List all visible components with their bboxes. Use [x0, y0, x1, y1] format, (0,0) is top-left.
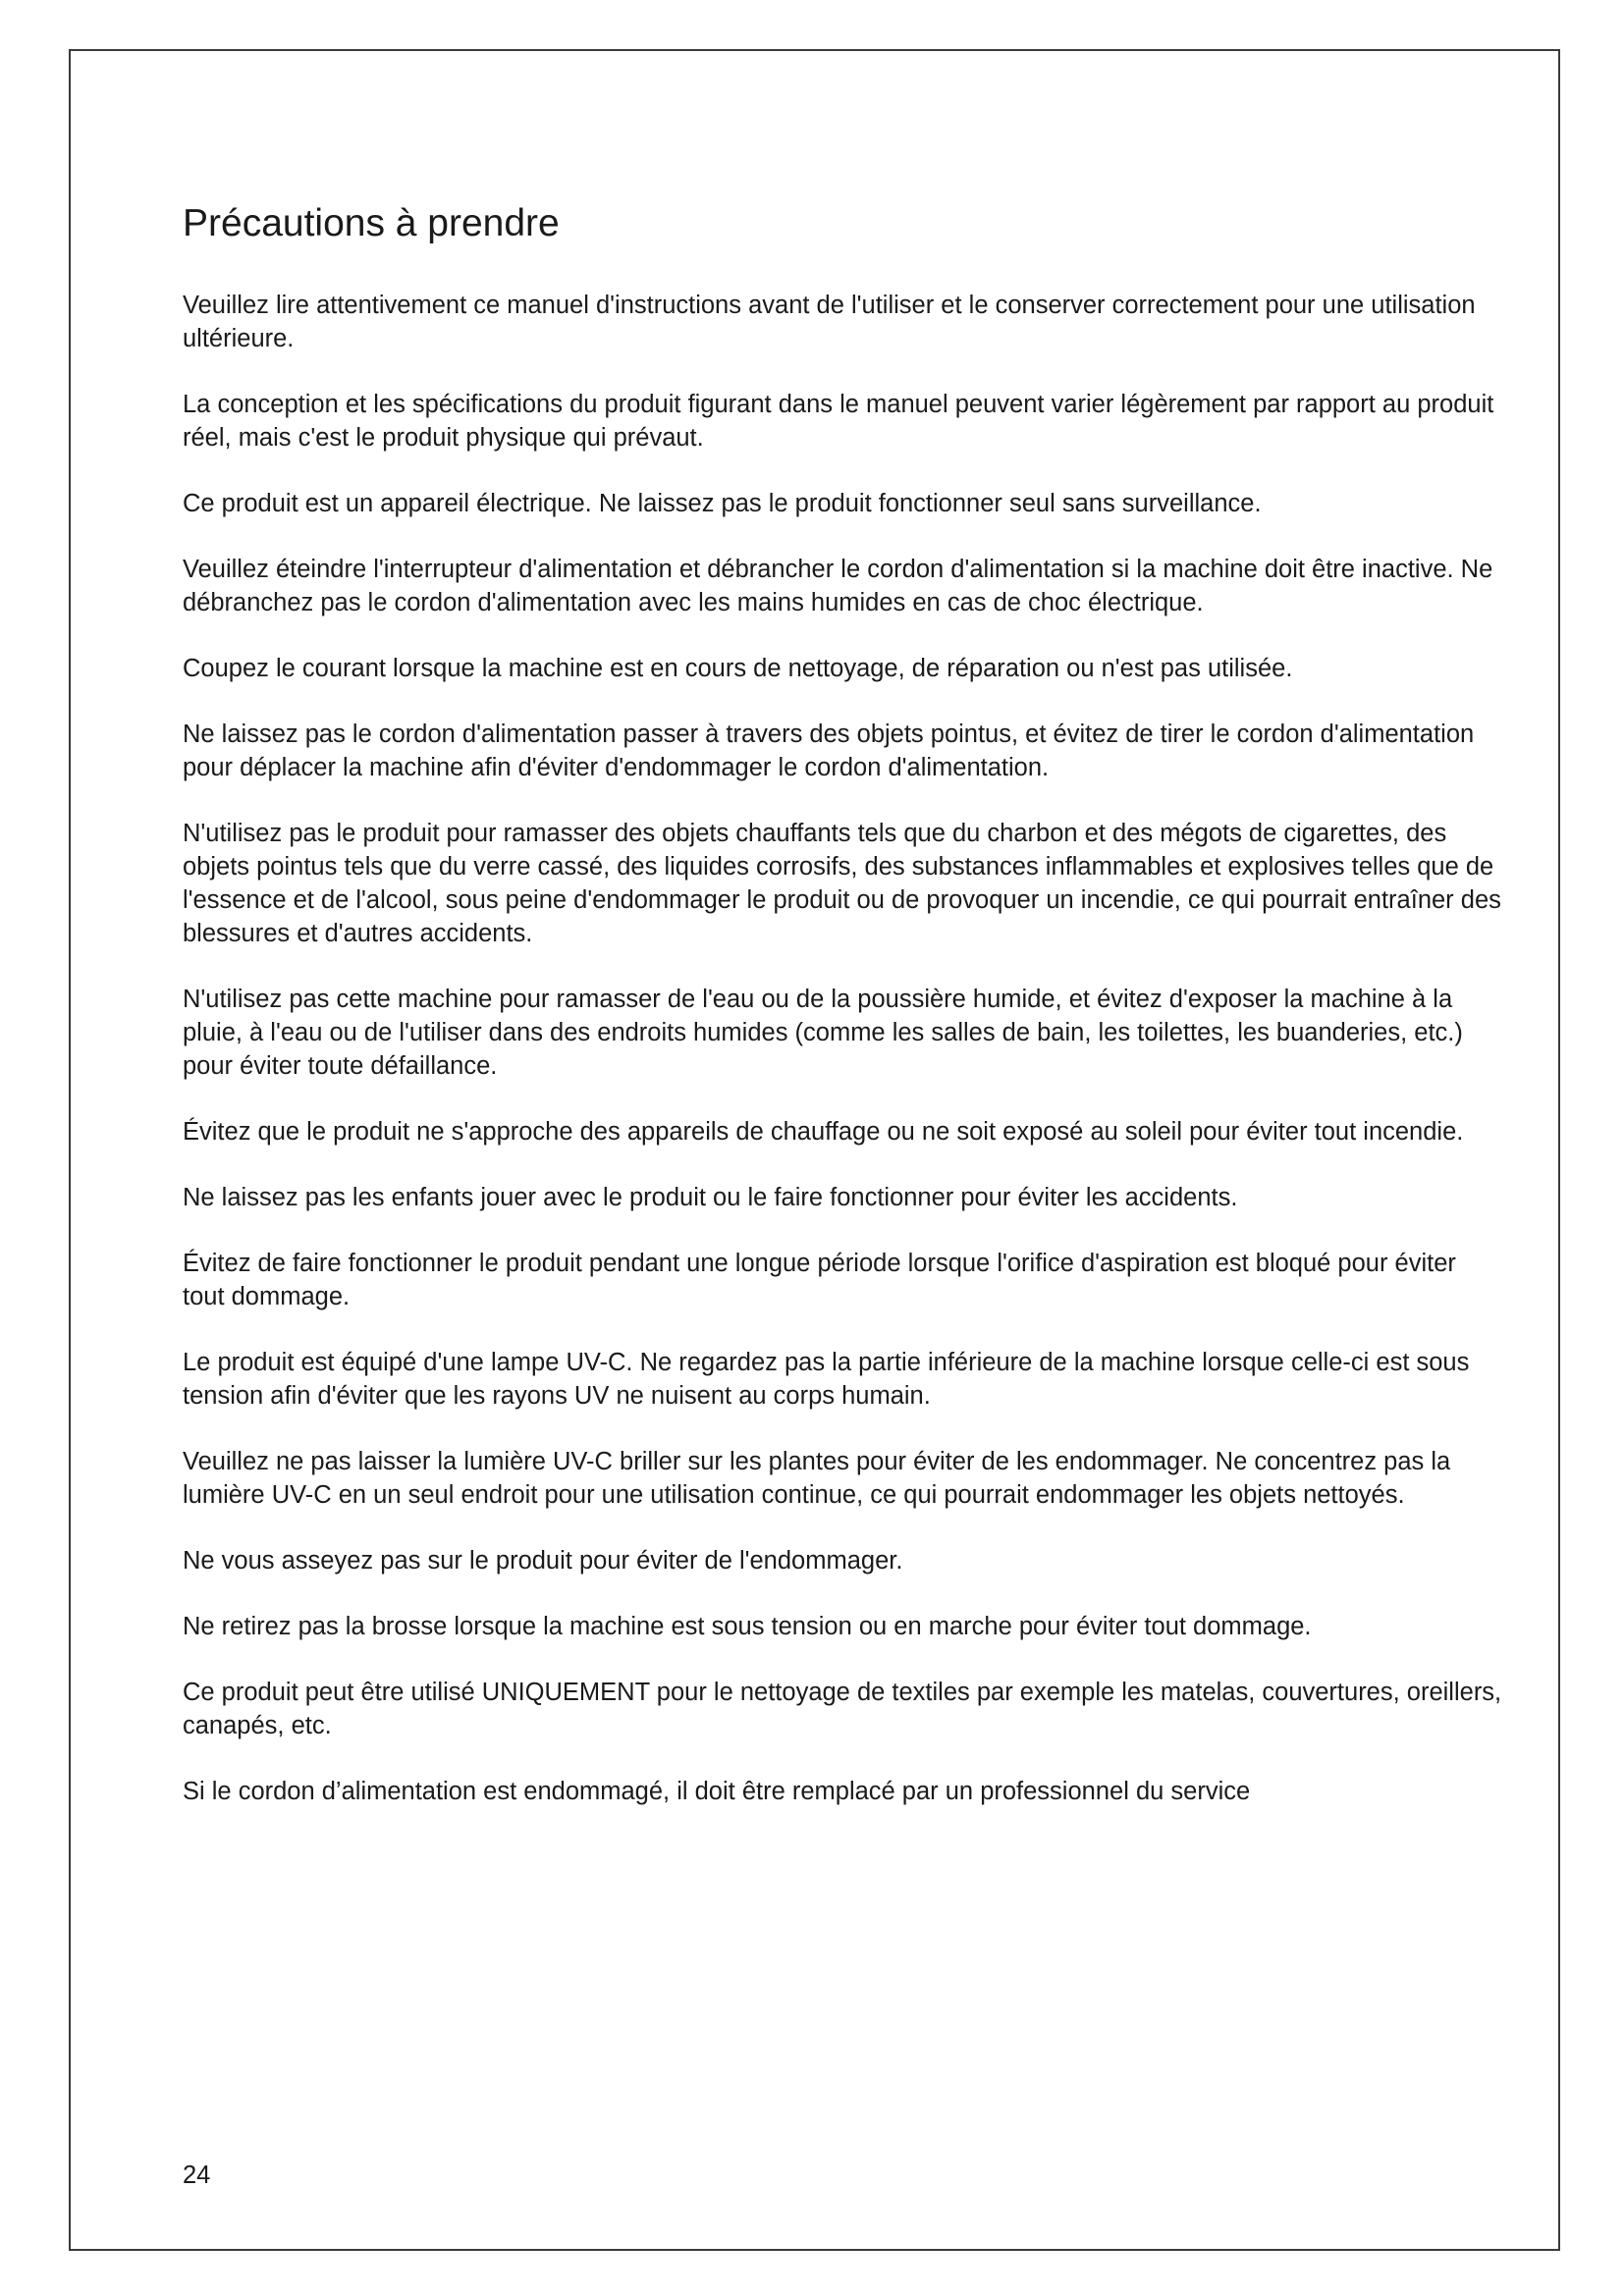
paragraph: Le produit est équipé d'une lampe UV-C. Ne regardez pas la partie inférieure de la machine lorsque celle-ci est sous tension afin d'éviter que les rayons UV ne nuisent au corps humain. — [183, 1348, 1470, 1410]
paragraph: Ce produit est un appareil électrique. Ne laissez pas le produit fonctionner seul sans surveillance. — [183, 489, 1262, 517]
paragraph: Coupez le courant lorsque la machine est en cours de nettoyage, de réparation ou n'est pas utilisée. — [183, 654, 1293, 682]
paragraph: Évitez que le produit ne s'approche des appareils de chauffage ou ne soit exposé au soleil pour éviter tout incendie. — [183, 1117, 1464, 1146]
paragraph: Ne laissez pas le cordon d'alimentation passer à travers des objets pointus, et évitez de tirer le cordon d'alimentation pour déplacer la machine afin d'éviter d'endommager le cordon d'alimentation. — [183, 720, 1475, 781]
paragraph: La conception et les spécifications du produit figurant dans le manuel peuvent varier légèrement par rapport au produit réel, mais c'est le produit physique qui prévaut. — [183, 390, 1494, 452]
paragraph: Ne laissez pas les enfants jouer avec le produit ou le faire fonctionner pour éviter les accidents. — [183, 1183, 1238, 1211]
page-number: 24 — [183, 2162, 211, 2189]
paragraph: Évitez de faire fonctionner le produit pendant une longue période lorsque l'orifice d'aspiration est bloqué pour éviter tout dommage. — [183, 1249, 1456, 1310]
paragraph: Veuillez ne pas laisser la lumière UV-C briller sur les plantes pour éviter de les endommager. Ne concentrez pas la lumière UV-C en un seul endroit pour une utilisation continue, ce qui pourrait endommager les objets nettoyés. — [183, 1447, 1451, 1509]
paragraph: Si le cordon d’alimentation est endommagé, il doit être remplacé par un professionnel du service — [183, 1777, 1251, 1805]
paragraph: Ne vous asseyez pas sur le produit pour éviter de l'endommager. — [183, 1546, 903, 1575]
paragraph: Ne retirez pas la brosse lorsque la machine est sous tension ou en marche pour éviter tout dommage. — [183, 1612, 1312, 1640]
paragraph: Ce produit peut être utilisé UNIQUEMENT pour le nettoyage de textiles par exemple les matelas, couvertures, oreillers, canapés, etc. — [183, 1678, 1502, 1739]
document-content — [183, 201, 1503, 1841]
paragraph: Veuillez éteindre l'interrupteur d'alimentation et débrancher le cordon d'alimentation si la machine doit être inactive. Ne débranchez pas le cordon d'alimentation avec les mains humides en cas de choc électrique. — [183, 555, 1493, 616]
paragraph: N'utilisez pas le produit pour ramasser des objets chauffants tels que du charbon et des mégots de cigarettes, des objets pointus tels que du verre cassé, des liquides corrosifs, des substances inflammables et explosives telles que de l'essence et de l'alcool, sous peine d'endommager le produit ou de provoquer un incendie, ce qui pourrait entraîner des blessures et d'autres accidents. — [183, 819, 1501, 947]
page-title: Précautions à prendre — [183, 202, 560, 244]
paragraph: N'utilisez pas cette machine pour ramasser de l'eau ou de la poussière humide, et évitez d'exposer la machine à la pluie, à l'eau ou de l'utiliser dans des endroits humides (comme les salles de bain, les toilettes, les buanderies, etc.) pour éviter toute défaillance. — [183, 985, 1463, 1080]
paragraph: Veuillez lire attentivement ce manuel d'instructions avant de l'utiliser et le conserver correctement pour une utilisation ultérieure. — [183, 291, 1476, 352]
